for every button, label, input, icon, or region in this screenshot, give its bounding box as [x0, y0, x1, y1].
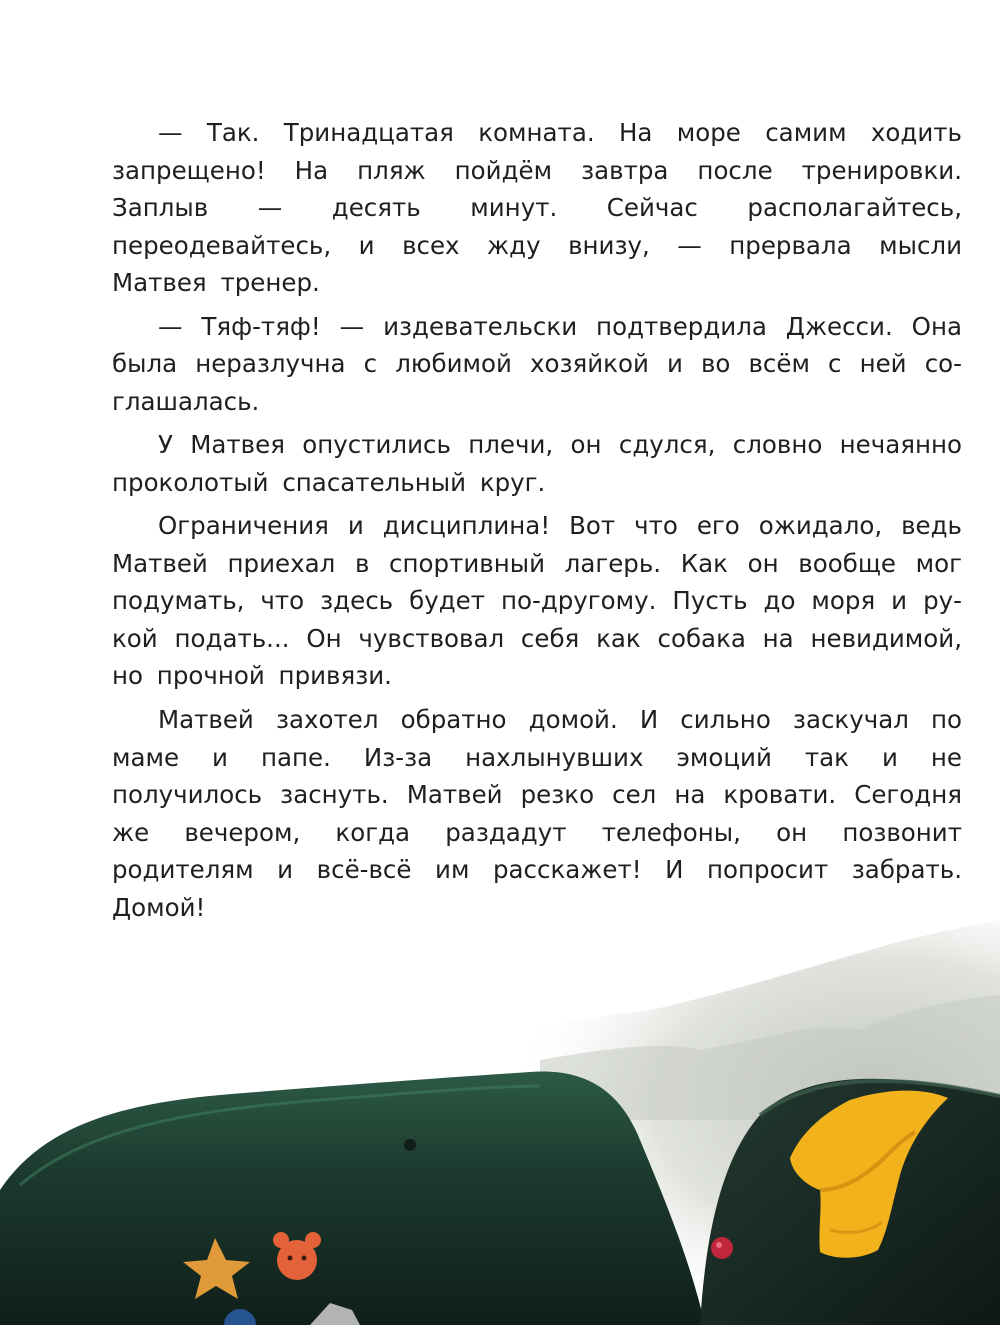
paragraph-2: — Тяф-тяф! — издевательски подтвердила Джесси. Она была неразлучна с любимой хозяйкой и во всём с ней соглашалась. [112, 311, 962, 416]
left-bag [0, 1072, 705, 1325]
paragraph-1: — Так. Тринадцатая комната. На море самим ходить запрещено! На пляж пойдём завтра после тренировки. Заплыв — десять минут. Сейчас располагайтесь, переодевайтесь, и всех жду внизу, — прервала мысли Матвея тренер. [112, 118, 962, 297]
paragraph-5: Матвей захотел обратно домой. И сильно заскучал по маме и папе. Из-за нахлынувших эмоций так и не получилось заснуть. Матвей резко сел на кровати. Сегодня же вечером, когда раздадут телефоны, он позвонит родителям и всё-всё им расскажет! И попросит забрать. Домой! [112, 705, 962, 922]
rivet [404, 1139, 416, 1151]
paragraph-3: У Матвея опустились плечи, он сдулся, словно нечаянно проколотый спасательный круг. [112, 430, 962, 497]
red-button [711, 1237, 733, 1259]
bags-illustration [0, 900, 1000, 1325]
paragraph-4: Ограничения и дисциплина! Вот что его ожидало, ведь Матвей приехал в спортивный лагерь. Как он вообще мог подумать, что здесь будет по-другому. Пусть до моря и рукой подать... Он чувствовал себя как собака на невидимой, но прочной привязи. [112, 511, 962, 691]
story-text [112, 114, 962, 932]
